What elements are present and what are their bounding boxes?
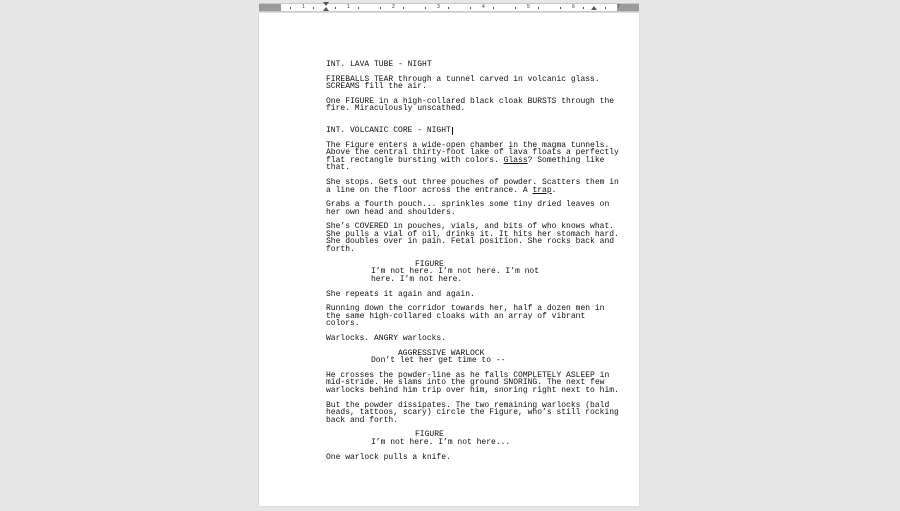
- ruler-tick: [380, 7, 381, 9]
- action-line: back and forth.: [326, 416, 399, 425]
- ruler-left-margin: [259, 4, 281, 11]
- ruler-number: 1: [302, 4, 305, 10]
- ruler-number: 2: [392, 4, 395, 10]
- horizontal-ruler[interactable]: [259, 3, 639, 12]
- scene-heading-text: INT. VOLCANIC CORE - NIGHT: [326, 126, 451, 135]
- action-line: He crosses the powder-line as he falls COMPLETELY ASLEEP in: [326, 371, 610, 380]
- action-line: Running down the corridor towards her, half a dozen men in: [326, 304, 605, 313]
- action-line: The Figure enters a wide-open chamber in the magma tunnels.: [326, 141, 610, 150]
- ruler-tick: [470, 7, 471, 9]
- action-line: But the powder dissipates. The two remaining warlocks (bald: [326, 401, 610, 410]
- action-line: the same high-collared cloaks with an array of vibrant: [326, 312, 586, 321]
- action-line: forth.: [326, 245, 355, 254]
- action-line: heads, tattoos, scary) circle the Figure, who’s still rocking: [326, 408, 619, 417]
- action-line: FIREBALLS TEAR through a tunnel carved in volcanic glass.: [326, 75, 600, 84]
- ruler-tick: [403, 7, 404, 9]
- ruler-tick: [448, 7, 449, 9]
- action-line: SCREAMS fill the air.: [326, 82, 427, 91]
- ruler-tick: [425, 7, 426, 9]
- ruler-tick: [560, 7, 561, 9]
- scene-heading: [326, 127, 453, 135]
- ruler-tick: [605, 7, 606, 9]
- ruler-number: 3: [437, 4, 440, 10]
- action-line: She repeats it again and again.: [326, 290, 475, 299]
- action-line: One FIGURE in a high-collared black cloak BURSTS through the: [326, 97, 615, 106]
- action-line: Warlocks. ANGRY warlocks.: [326, 334, 447, 343]
- action-line: her own head and shoulders.: [326, 208, 456, 217]
- action-line: mid-stride. He slams into the ground SNORING. The next few: [326, 378, 605, 387]
- ruler-number: 6: [572, 4, 575, 10]
- action-line: warlocks behind him trip over him, snoring right next to him.: [326, 386, 619, 395]
- underlined-word: Glass: [503, 156, 528, 165]
- ruler-tick: [358, 7, 359, 9]
- ruler-right-margin: [617, 4, 639, 11]
- action-line: fire. Miraculously unscathed.: [326, 104, 466, 113]
- action-line: One warlock pulls a knife.: [326, 453, 451, 462]
- underlined-word: trap: [532, 186, 552, 195]
- action-text: a line on the floor across the entrance. A: [326, 186, 533, 195]
- character-name: FIGURE: [415, 430, 444, 439]
- text-cursor: [452, 127, 453, 135]
- right-indent-marker[interactable]: [591, 6, 597, 10]
- action-line: She stops. Gets out three pouches of powder. Scatters them in: [326, 178, 619, 187]
- ruler-number: 4: [482, 4, 485, 10]
- action-text: .: [551, 186, 557, 195]
- hanging-indent-marker[interactable]: [323, 7, 329, 11]
- action-line: [326, 187, 556, 195]
- first-line-indent-marker[interactable]: [323, 2, 329, 6]
- action-line: that.: [326, 163, 351, 172]
- scene-heading: INT. LAVA TUBE - NIGHT: [326, 60, 432, 69]
- action-line: [326, 157, 604, 165]
- character-name: AGGRESSIVE WARLOCK: [398, 349, 485, 358]
- action-line: She’s COVERED in pouches, vials, and bits of who knows what.: [326, 222, 615, 231]
- dialogue-line: Don’t let her get time to --: [371, 356, 506, 365]
- ruler-tick: [515, 7, 516, 9]
- ruler-tick: [335, 7, 336, 9]
- action-line: Grabs a fourth pouch... sprinkles some tiny dried leaves on: [326, 200, 610, 209]
- action-text: flat rectangle bursting with colors.: [326, 156, 504, 165]
- dialogue-line: I’m not here. I’m not here. I’m not: [371, 267, 540, 276]
- action-line: She doubles over in pain. Fetal position. She rocks back and: [326, 237, 615, 246]
- action-line: colors.: [326, 319, 360, 328]
- document-page[interactable]: [259, 13, 639, 506]
- dialogue-line: I’m not here. I’m not here...: [371, 438, 511, 447]
- ruler-number: 1: [347, 4, 350, 10]
- action-line: She pulls a vial of oil, drinks it. It hits her stomach hard.: [326, 230, 619, 239]
- ruler-tick: [493, 7, 494, 9]
- ruler-tick: [290, 7, 291, 9]
- dialogue-line: here. I’m not here.: [371, 275, 463, 284]
- ruler-tick: [538, 7, 539, 9]
- ruler-number: 5: [527, 4, 530, 10]
- ruler-tick: [583, 7, 584, 9]
- character-name: FIGURE: [415, 260, 444, 269]
- ruler-number: 7: [617, 4, 620, 10]
- ruler-tick: [313, 7, 314, 9]
- action-line: Above the central thirty-foot lake of lava floats a perfectly: [326, 148, 619, 157]
- action-text: ? Something like: [527, 156, 605, 165]
